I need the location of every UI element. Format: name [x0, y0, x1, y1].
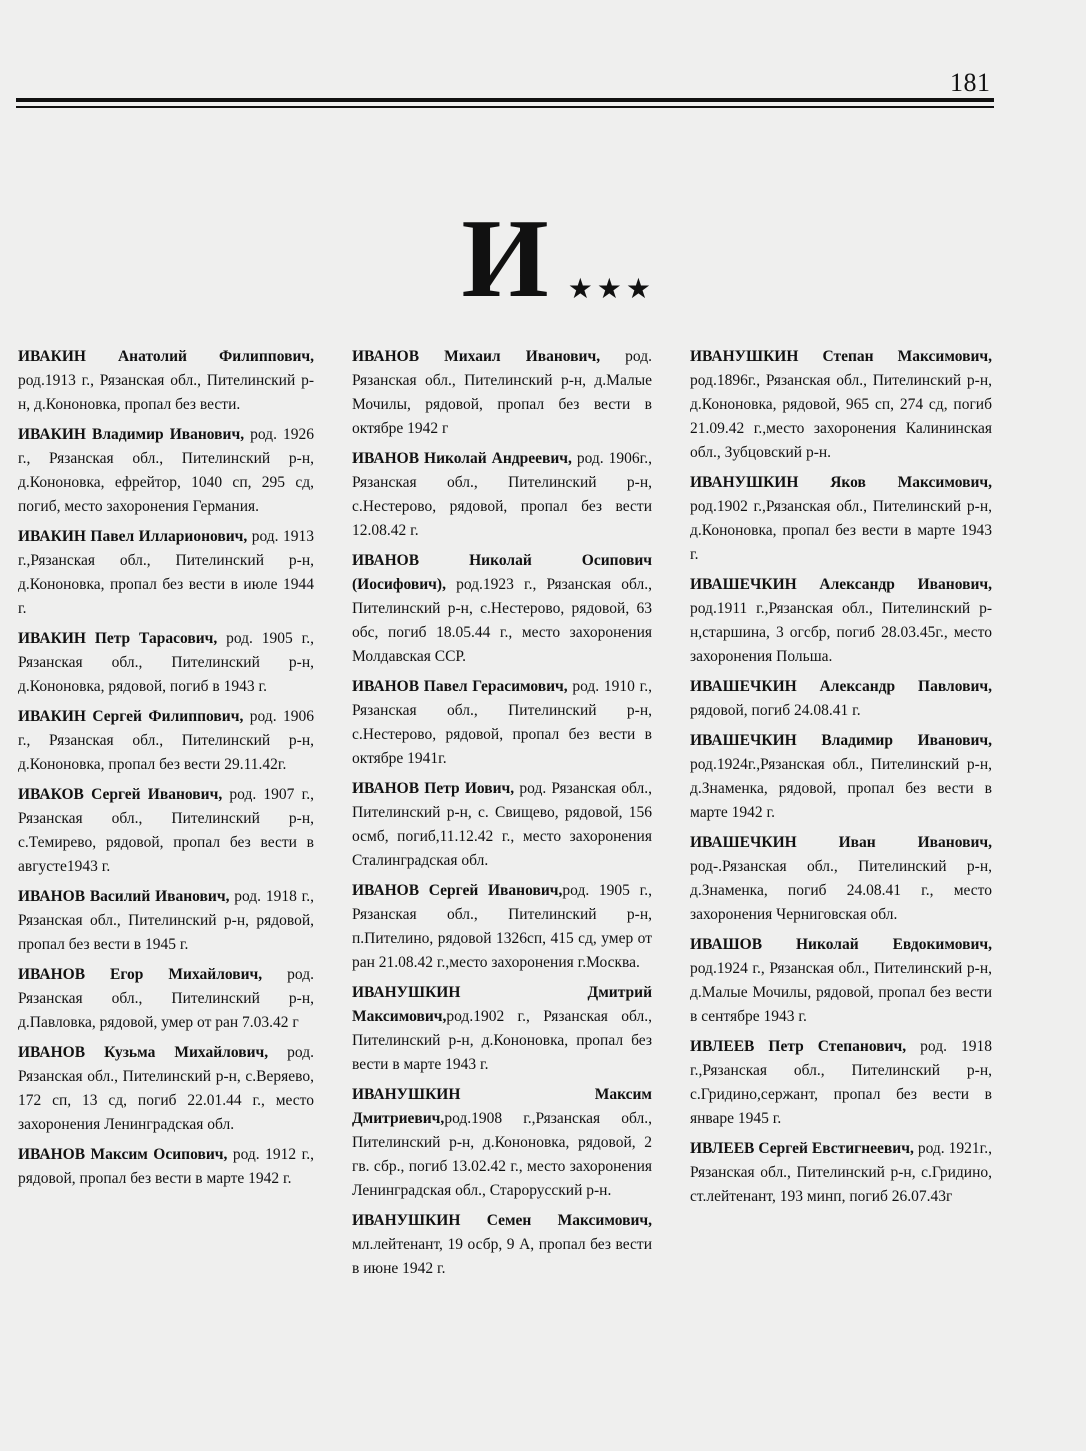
entry-text: род.1923 г., Рязанская обл., Пителинский р-н, с.Нестерово, рядовой, 63 обс, погиб 18.05.44 г., место захоронения Молдавская ССР. — [352, 576, 652, 665]
entry — [18, 627, 314, 699]
entry-name: ИВАНОВ Павел Герасимович, — [352, 678, 568, 695]
entry-name: ИВАКИН Павел Илларионович, — [18, 528, 248, 545]
entry-name: ИВАНОВ Петр Иович, — [352, 780, 515, 797]
entry-text: род. 1918 г., Рязанская обл., Пителинский р-н, рядовой, пропал без вести в 1945 г. — [18, 888, 314, 953]
entry — [18, 963, 314, 1035]
entry-text: род. 1926 г., Рязанская обл., Пителинский р-н, д.Кононовка, ефрейтор, 1040 сп, 295 сд, погиб, место захоронения Германия. — [18, 426, 314, 515]
entry-name: ИВАШЕЧКИН Иван Иванович, — [690, 834, 992, 851]
entry-text: род.1924 г., Рязанская обл., Пителинский р-н, д.Малые Мочилы, рядовой, пропал без вести в сентябре 1943 г. — [690, 960, 992, 1025]
entry — [690, 675, 992, 723]
entry-text: род. 1906 г., Рязанская обл., Пителинский р-н, д.Кононовка, пропал без вести 29.11.42г. — [18, 708, 314, 773]
entry-text: род. 1912 г., рядовой, пропал без вести в марте 1942 г. — [18, 1146, 314, 1187]
entry-text: мл.лейтенант, 19 осбр, 9 А, пропал без вести в июне 1942 г. — [352, 1236, 652, 1277]
entry — [690, 345, 992, 465]
entry-text: род. Рязанская обл., Пителинский р-н, с.Веряево, 172 сп, 13 сд, погиб 22.01.44 г., место захоронения Ленинградская обл. — [18, 1044, 314, 1133]
entry-name: ИВАКИН Петр Тарасович, — [18, 630, 218, 647]
entry — [352, 345, 652, 441]
entry-name: ИВАКИН Анатолий Филиппович, — [18, 348, 314, 365]
entry-text: род.1924г.,Рязанская обл., Пителинский р-н, д.Знаменка, рядовой, пропал без вести в марте 1942 г. — [690, 756, 992, 821]
entry-name: ИВАКИН Сергей Филиппович, — [18, 708, 244, 725]
entry — [352, 1083, 652, 1203]
entry — [352, 777, 652, 873]
entry — [18, 783, 314, 879]
entry-name: ИВАКИН Владимир Иванович, — [18, 426, 245, 443]
entry — [18, 423, 314, 519]
entry-name: ИВАНУШКИН Степан Максимович, — [690, 348, 992, 365]
entry — [18, 885, 314, 957]
entry-name: ИВЛЕЕВ Сергей Евстигнеевич, — [690, 1140, 914, 1157]
entry — [352, 675, 652, 771]
entry-text: род. 1918 г.,Рязанская обл., Пителинский р-н, с.Гридино,сержант, пропал без вести в январе 1945 г. — [690, 1038, 992, 1127]
entry-text: род. 1913 г.,Рязанская обл., Пителинский р-н, д.Кононовка, пропал без вести в июле 1944 г. — [18, 528, 314, 617]
entry-text: род.1896г., Рязанская обл., Пителинский р-н, д.Кононовка, рядовой, 965 сп, 274 сд, погиб 21.09.42 г.,место захоронения Калининская обл., Зубцовский р-н. — [690, 372, 992, 461]
entry-text: род.1913 г., Рязанская обл., Пителинский р-н, д.Кононовка, пропал без вести. — [18, 372, 314, 413]
entry — [18, 345, 314, 417]
page-number: 181 — [950, 68, 991, 97]
entry-name: ИВАНОВ Михаил Иванович, — [352, 348, 601, 365]
entry-text: род.1902 г., Рязанская обл., Пителинский р-н, д.Кононовка, пропал без вести в марте 1943 г. — [352, 1008, 652, 1073]
entry-name: ИВАШЕЧКИН Александр Иванович, — [690, 576, 992, 593]
entry — [18, 525, 314, 621]
entry — [352, 879, 652, 975]
entry-name: ИВЛЕЕВ Петр Степанович, — [690, 1038, 907, 1055]
entry-text: род.1908 г.,Рязанская обл., Пителинский р-н, д.Кононовка, рядовой, 2 гв. сбр., погиб 13.02.42 г., место захоронения Ленинградская обл., Старорусский р-н. — [352, 1110, 652, 1199]
entry — [690, 1137, 992, 1209]
entry-name: ИВАНОВ Василий Иванович, — [18, 888, 230, 905]
entry — [352, 1209, 652, 1281]
entry-name: ИВАНОВ Егор Михайлович, — [18, 966, 263, 983]
entry-text: род-.Рязанская обл., Пителинский р-н, д.Знаменка, погиб 24.08.41 г., место захоронения Черниговская обл. — [690, 858, 992, 923]
section-letter-block — [355, 197, 655, 321]
entry-name: ИВАНОВ Максим Осипович, — [18, 1146, 228, 1163]
entry-name: ИВАНОВ Кузьма Михайлович, — [18, 1044, 269, 1061]
entry-name: ИВАШЕЧКИН Александр Павлович, — [690, 678, 992, 695]
entry-text: род.1911 г.,Рязанская обл., Пителинский р-н,старшина, 3 огсбр, погиб 28.03.45г., место захоронения Польша. — [690, 600, 992, 665]
entry — [352, 447, 652, 543]
entry-name: ИВАКОВ Сергей Иванович, — [18, 786, 223, 803]
entry-name: ИВАШОВ Николай Евдокимович, — [690, 936, 992, 953]
entry — [18, 705, 314, 777]
entry-text: род. 1907 г., Рязанская обл., Пителинский р-н, с.Темирево, рядовой, пропал без вести в августе1943 г. — [18, 786, 314, 875]
entry — [352, 549, 652, 669]
entry-text: род. 1921г., Рязанская обл., Пителинский р-н, с.Гридино, ст.лейтенант, 193 минп, погиб 26.07.43г — [690, 1140, 992, 1205]
entry — [18, 1143, 314, 1191]
entry-name: ИВАНУШКИН Дмитрий Максимович, — [352, 984, 652, 1025]
entry — [690, 831, 992, 927]
column-2 — [352, 345, 652, 1287]
entry — [352, 981, 652, 1077]
column-3 — [690, 345, 992, 1215]
entry-text: род. 1910 г., Рязанская обл., Пителинский р-н, с.Нестерово, рядовой, пропал без вести в октябре 1941г. — [352, 678, 652, 767]
entry — [690, 1035, 992, 1131]
entry-name: ИВАШЕЧКИН Владимир Иванович, — [690, 732, 992, 749]
header-rule-thin — [16, 106, 994, 108]
header-rule-thick — [16, 98, 994, 102]
entry-text: рядовой, погиб 24.08.41 г. — [690, 702, 861, 719]
entry — [690, 729, 992, 825]
section-letter: И — [355, 203, 655, 315]
entry-name: ИВАНУШКИН Семен Максимович, — [352, 1212, 652, 1229]
entry-text: род. 1905 г., Рязанская обл., Пителинский р-н, п.Пителино, рядовой 1326сп, 415 сд, умер от ран 21.08.42 г.,место захоронения г.Москва. — [352, 882, 652, 971]
entry-name: ИВАНУШКИН Максим Дмитриевич, — [352, 1086, 652, 1127]
entry-text: род. 1905 г., Рязанская обл., Пителинский р-н, д.Кононовка, рядовой, погиб в 1943 г. — [18, 630, 314, 695]
entry-text: род. Рязанская обл., Пителинский р-н, с. Свищево, рядовой, 156 осмб, погиб,11.12.42 г., место захоронения Сталинградская обл. — [352, 780, 652, 869]
entry — [690, 471, 992, 567]
entry-text: род. Рязанская обл., Пителинский р-н, д.Малые Мочилы, рядовой, пропал без вести в октябре 1942 г — [352, 348, 652, 437]
entry-name: ИВАНОВ Николай Андреевич, — [352, 450, 572, 467]
entry-text: род. 1906г., Рязанская обл., Пителинский р-н, с.Нестерово, рядовой, пропал без вести 12.08.42 г. — [352, 450, 652, 539]
entry-name: ИВАНОВ Сергей Иванович, — [352, 882, 563, 899]
stars-right: ★★★ — [567, 274, 655, 305]
entry-name: ИВАНУШКИН Яков Максимович, — [690, 474, 992, 491]
entry — [690, 573, 992, 669]
entry — [18, 1041, 314, 1137]
entry-text: род. Рязанская обл., Пителинский р-н, д.Павловка, рядовой, умер от ран 7.03.42 г — [18, 966, 314, 1031]
entry — [690, 933, 992, 1029]
column-1 — [18, 345, 314, 1197]
entry-name: ИВАНОВ Николай Осипович (Иосифович), — [352, 552, 652, 593]
entry-text: род.1902 г.,Рязанская обл., Пителинский р-н, д.Кононовка, пропал без вести в марте 1943 г. — [690, 498, 992, 563]
